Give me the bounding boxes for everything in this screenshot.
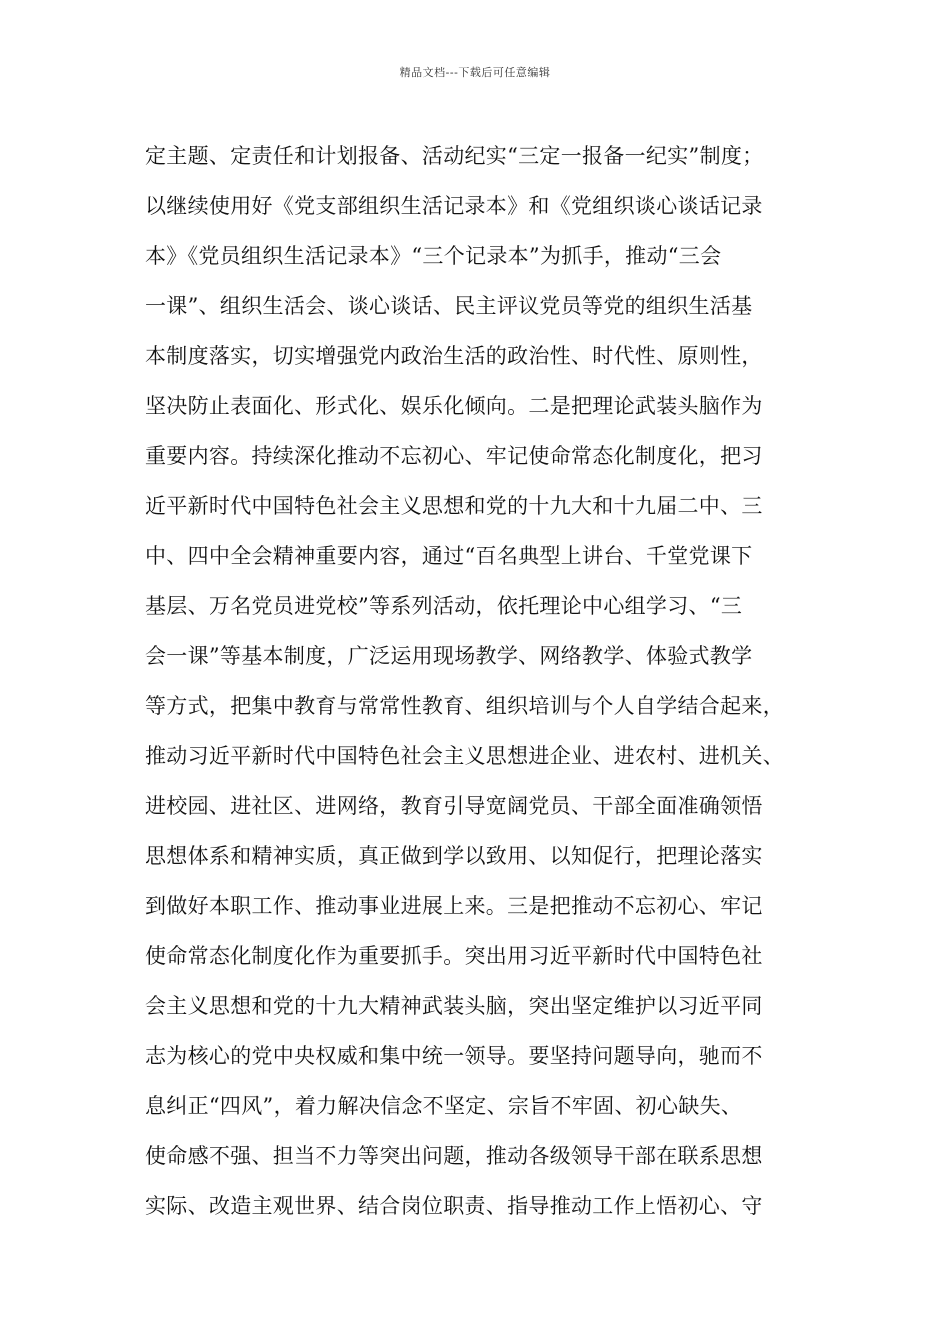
body-line: 以继续使用好《党支部组织生活记录本》和《党组织谈心谈话记录 bbox=[145, 194, 763, 218]
body-line: 推动习近平新时代中国特色社会主义思想进企业、进农村、进机关、 bbox=[145, 744, 784, 768]
page-header: 精品文档---下载后可任意编辑 bbox=[399, 66, 551, 79]
body-line: 重要内容。持续深化推动不忘初心、牢记使命常态化制度化，把习 bbox=[145, 444, 763, 468]
body-line: 志为核心的党中央权威和集中统一领导。要坚持问题导向，驰而不 bbox=[145, 1044, 763, 1068]
body-line: 思想体系和精神实质，真正做到学以致用、以知促行，把理论落实 bbox=[145, 844, 763, 868]
body-line: 定主题、定责任和计划报备、活动纪实“三定一报备一纪实”制度； bbox=[145, 144, 764, 168]
body-line: 使命常态化制度化作为重要抓手。突出用习近平新时代中国特色社 bbox=[145, 944, 763, 968]
body-line: 进校园、进社区、进网络，教育引导宽阔党员、干部全面准确领悟 bbox=[145, 794, 763, 818]
body-line: 等方式，把集中教育与常常性教育、组织培训与个人自学结合起来， bbox=[145, 694, 784, 718]
body-line: 本》《党员组织生活记录本》“三个记录本”为抓手，推动“三会 bbox=[145, 244, 722, 268]
body-line: 会一课”等基本制度，广泛运用现场教学、网络教学、体验式教学 bbox=[145, 644, 753, 668]
body-line: 一课”、组织生活会、谈心谈话、民主评议党员等党的组织生活基 bbox=[145, 294, 753, 318]
body-line: 使命感不强、担当不力等突出问题，推动各级领导干部在联系思想 bbox=[145, 1144, 763, 1168]
body-line: 中、四中全会精神重要内容，通过“百名典型上讲台、千堂党课下 bbox=[145, 544, 753, 568]
body-line: 坚决防止表面化、形式化、娱乐化倾向。二是把理论武装头脑作为 bbox=[145, 394, 763, 418]
body-line: 近平新时代中国特色社会主义思想和党的十九大和十九届二中、三 bbox=[145, 494, 763, 518]
body-line: 息纠正“四风”，着力解决信念不坚定、宗旨不牢固、初心缺失、 bbox=[145, 1094, 743, 1118]
body-line: 本制度落实，切实增强党内政治生活的政治性、时代性、原则性， bbox=[145, 344, 763, 368]
body-line: 基层、万名党员进党校”等系列活动，依托理论中心组学习、“三 bbox=[145, 594, 743, 618]
body-line: 到做好本职工作、推动事业进展上来。三是把推动不忘初心、牢记 bbox=[145, 894, 763, 918]
document-body bbox=[145, 131, 835, 1231]
body-line: 会主义思想和党的十九大精神武装头脑，突出坚定维护以习近平同 bbox=[145, 994, 763, 1018]
body-line: 实际、改造主观世界、结合岗位职责、指导推动工作上悟初心、守 bbox=[145, 1194, 763, 1218]
